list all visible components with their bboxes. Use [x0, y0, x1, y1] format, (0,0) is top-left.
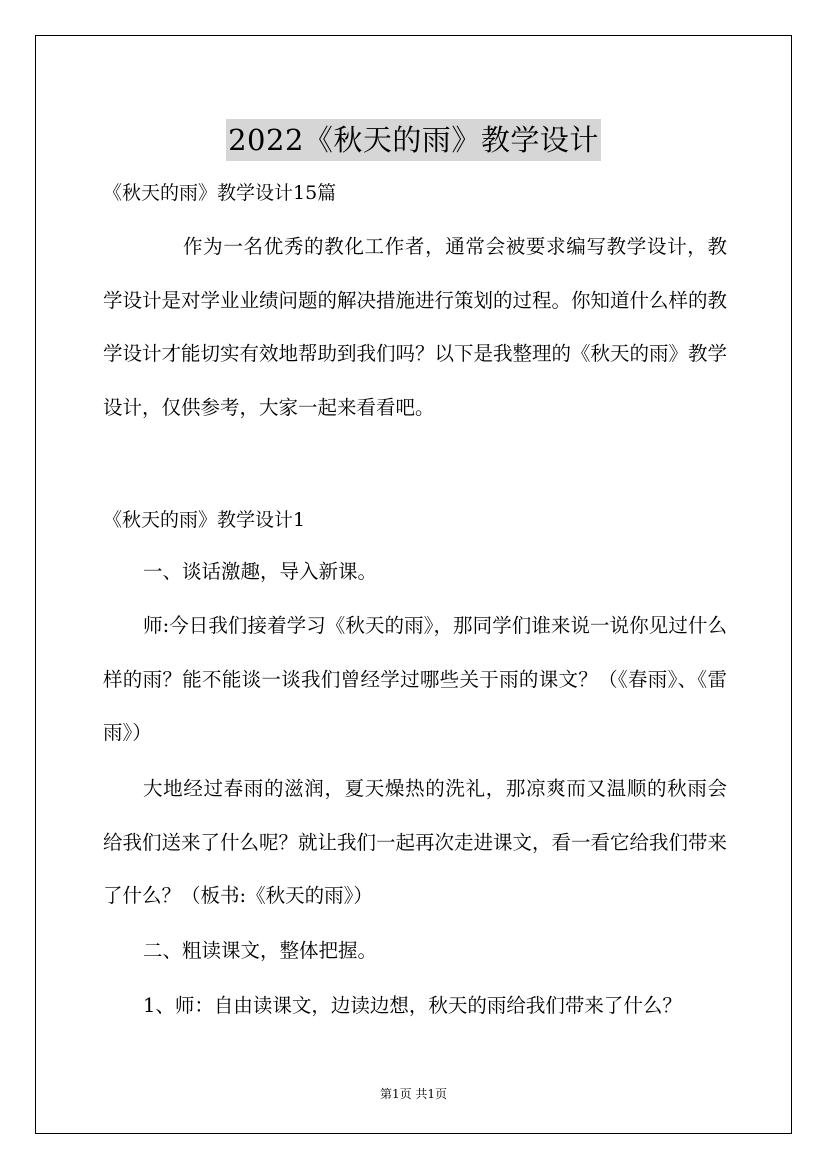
section-heading: 《秋天的雨》教学设计1 [103, 509, 306, 531]
intro-paragraph: 作为一名优秀的教化工作者，通常会被要求编写教学设计，教学设计是对学业业绩问题的解决措施进行策划的过程。你知道什么样的教学设计才能切实有效地帮助到我们吗？以下是我整理的《秋天的雨》教学设计，仅供参考，大家一起来看看吧。 [103, 235, 728, 419]
step-1-heading: 一、谈话激趣，导入新课。 [143, 560, 378, 583]
document-title: 2022《秋天的雨》教学设计 [226, 119, 601, 161]
step-2-heading: 二、粗读课文，整体把握。 [143, 939, 378, 962]
page-footer: 第1页 共1页 [379, 1087, 448, 1101]
document-subtitle: 《秋天的雨》教学设计15篇 [103, 182, 337, 204]
paragraph-2: 大地经过春雨的滋润，夏天燥热的洗礼，那凉爽而又温顺的秋雨会给我们送来了什么呢？就让我们一起再次走进课文，看一看它给我们带来了什么？（板书:《秋天的雨》） [103, 777, 728, 907]
paragraph-1: 师:今日我们接着学习《秋天的雨》，那同学们谁来说一说你见过什么样的雨？能不能谈一谈我们曾经学过哪些关于雨的课文？（《春雨》、《雷雨》） [103, 614, 727, 744]
step-2-item-1: 1、师：自由读课文，边读边想，秋天的雨给我们带来了什么？ [143, 994, 682, 1017]
